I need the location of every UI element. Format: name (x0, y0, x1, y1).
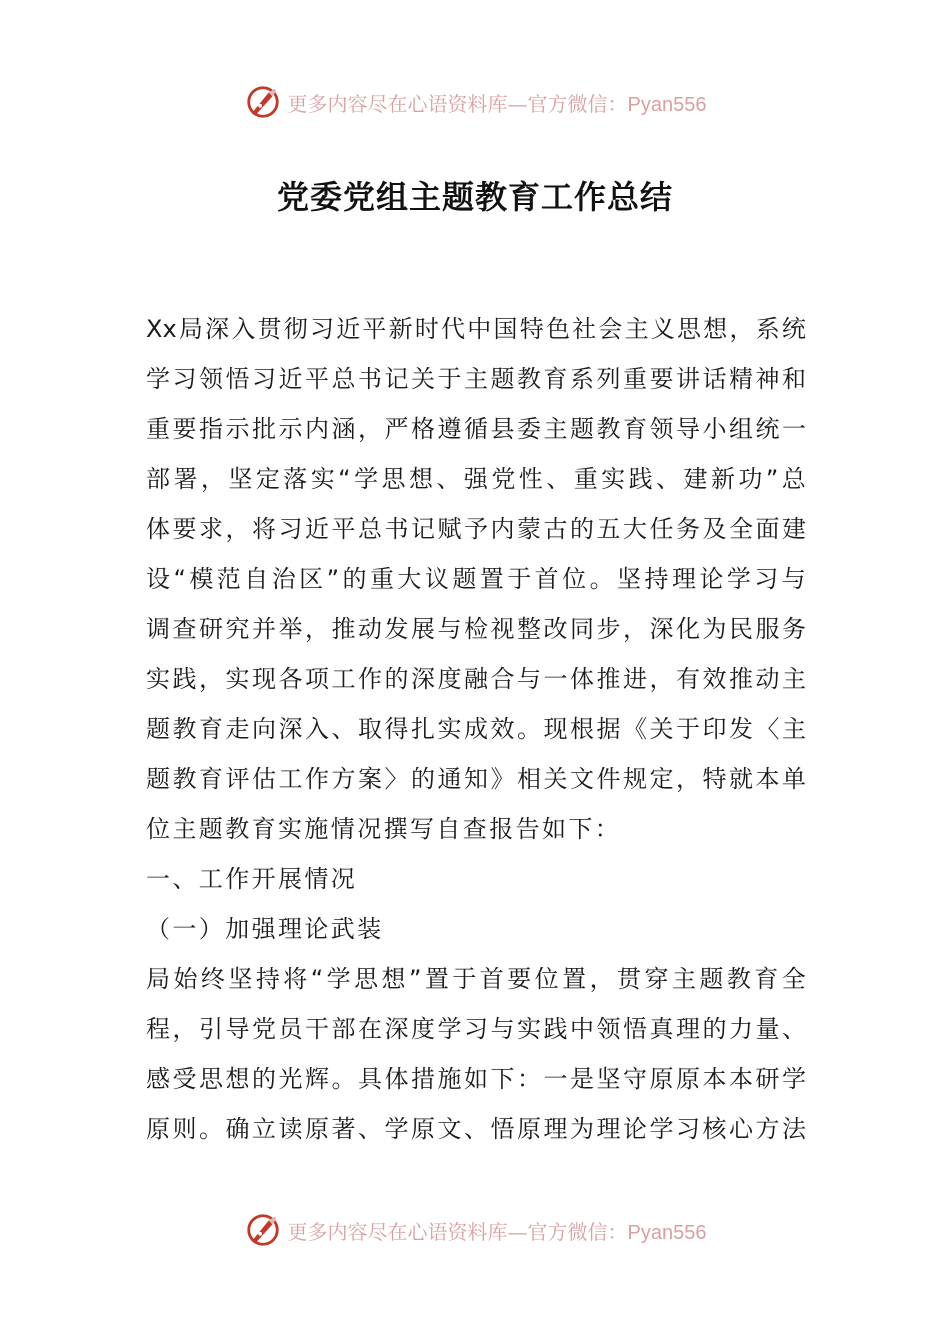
wechat-id: Pyan556 (627, 1221, 707, 1244)
body-line: （一）加强理论武装 (146, 915, 384, 943)
body-line: 设 “ 模 范 自 治 区 ” 的 重 大 议 题 置 于 首 位 。 坚 持 理 论 学 习 与 (146, 565, 806, 593)
wechat-id: Pyan556 (627, 93, 707, 116)
banner-text: 更多内容尽在心语资料库—官方微信：Pyan556 (287, 91, 707, 116)
body-line: 感 受 思 想 的 光 辉 。 具 体 措 施 如 下 ： 一 是 坚 守 原 原 本 本 研 学 (146, 1065, 806, 1093)
pen-nib-logo-icon (244, 1211, 282, 1249)
footer-watermark-banner (0, 1208, 950, 1252)
body-line: 重 要 指 示 批 示 内 涵 ， 严 格 遵 循 县 委 主 题 教 育 领 导 小 组 统 一 (146, 415, 806, 443)
body-line: 调 查 研 究 并 举 ， 推 动 发 展 与 检 视 整 改 同 步 ， 深 化 为 民 服 务 (146, 615, 806, 643)
body-line: 题 教 育 走 向 深 入 、 取 得 扎 实 成 效 。 现 根 据 《 关 于 印 发 〈 主 (146, 715, 806, 743)
body-line: 学 习 领 悟 习 近 平 总 书 记 关 于 主 题 教 育 系 列 重 要 讲 话 精 神 和 (146, 365, 806, 393)
banner-text: 更多内容尽在心语资料库—官方微信：Pyan556 (287, 1219, 707, 1244)
body-line: 程 ， 引 导 党 员 干 部 在 深 度 学 习 与 实 践 中 领 悟 真 理 的 力 量 、 (146, 1015, 806, 1043)
body-line: 一、工作开展情况 (146, 865, 358, 893)
body-line: 部 署 ， 坚 定 落 实 “ 学 思 想 、 强 党 性 、 重 实 践 、 建 新 功 ” 总 (146, 465, 806, 493)
body-line: 位主题教育实施情况撰写自查报告如下： (146, 815, 622, 843)
header-watermark-banner (0, 80, 950, 124)
pen-nib-logo-icon (244, 83, 282, 121)
body-line: Xx 局 深 入 贯 彻 习 近 平 新 时 代 中 国 特 色 社 会 主 义 思 想 ， 系 统 (146, 315, 806, 343)
body-line: 实 践 ， 实 现 各 项 工 作 的 深 度 融 合 与 一 体 推 进 ， 有 效 推 动 主 (146, 665, 806, 693)
body-line: 局 始 终 坚 持 将 “ 学 思 想 ” 置 于 首 要 位 置 ， 贯 穿 主 题 教 育 全 (146, 965, 806, 993)
document-title: 党委党组主题教育工作总结 (276, 178, 673, 216)
body-line: 题 教 育 评 估 工 作 方 案 〉 的 通 知 》 相 关 文 件 规 定 ， 特 就 本 单 (146, 765, 806, 793)
body-line: 体 要 求 ， 将 习 近 平 总 书 记 赋 予 内 蒙 古 的 五 大 任 务 及 全 面 建 (146, 515, 806, 543)
document-body (146, 304, 806, 1154)
body-line: 原 则 。 确 立 读 原 著 、 学 原 文 、 悟 原 理 为 理 论 学 习 核 心 方 法 (146, 1115, 806, 1143)
